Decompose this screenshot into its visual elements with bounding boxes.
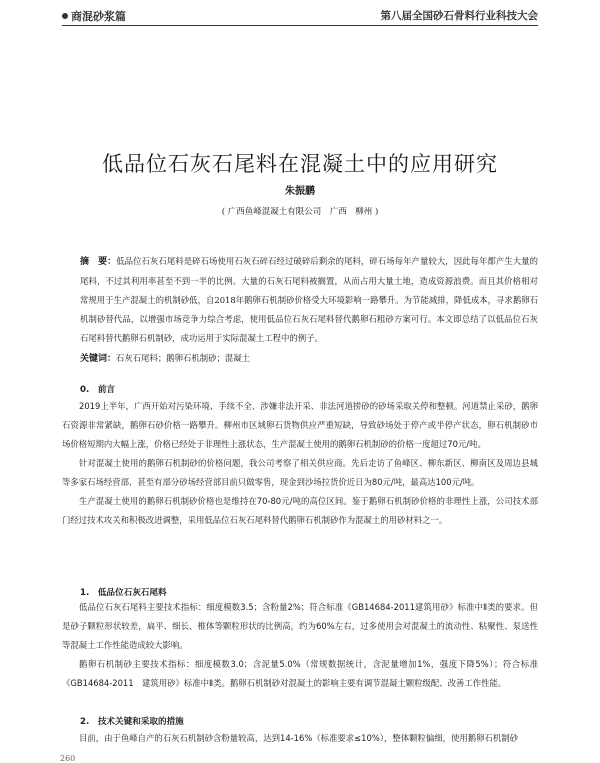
bullet-dot-icon bbox=[62, 13, 68, 19]
section-heading-measures: 2. 技术关键和采取的措施 bbox=[80, 717, 184, 727]
paragraph: 2019上半年，广西开始对污染环境、手续不全、涉嫌非法开采、非法河道捞砂的砂场采取关停和整顿。河道禁止采砂，鹅卵石资源非常紧缺，鹅卵石砂价格一路攀升。柳州市区域卵石货物供应严重短缺，导致砂场处于停产或半停产状态，卵石机制砂市场价格短期内大幅上涨，价格已经处于非理性上涨状态，生产混凝土使用的鹅卵石机制砂的价格一度超过70元/吨。 bbox=[62, 401, 538, 449]
abstract-label: 摘 要： bbox=[80, 257, 117, 267]
section-body-intro bbox=[62, 397, 538, 530]
header-divider bbox=[62, 25, 538, 26]
paragraph: 鹅卵石机制砂主要技术指标：细度模数3.0；含泥量5.0%（常规数据统计，含泥量增加1%，强度下降5%）；符合标准《GB14684-2011 建筑用砂》标准中Ⅱ类。鹅卵石机制砂对混凝土的影响主要有调节混凝土颗粒级配、改善工作性能。 bbox=[62, 659, 538, 688]
author-name: 朱振鹏 bbox=[285, 186, 315, 197]
section-heading-tailings: 1. 低品位石灰石尾料 bbox=[80, 588, 167, 598]
paper-title: 低品位石灰石尾料在混凝土中的应用研究 bbox=[102, 152, 498, 176]
section-tag bbox=[62, 8, 126, 24]
author-affiliation: ( 广西鱼峰混凝土有限公司 广西 柳州 ) bbox=[221, 207, 379, 217]
section-body-tailings bbox=[62, 598, 538, 693]
paragraph: 生产混凝土使用的鹅卵石机制砂价格也是维持在70-80元/吨的高位区间。鉴于鹅卵石机制砂价格的非理性上涨，公司技术部门经过技术攻关和积极改进调整，采用低品位石灰石尾料替代鹅卵石机制砂作为混凝土的用砂材料之一。 bbox=[62, 496, 538, 525]
paragraph: 目前，由于鱼峰自产的石灰石机制砂含粉量较高，达到14-16%（标准要求≤10%），整体颗粒偏细，使用鹅卵石机制砂 bbox=[79, 733, 518, 743]
keywords-label: 关键词： bbox=[80, 354, 117, 364]
keywords bbox=[80, 351, 538, 364]
running-header bbox=[62, 8, 538, 26]
paragraph: 针对混凝土使用的鹅卵石机制砂的价格问题，我公司考察了相关供应商。先后走访了鱼峰区、柳东新区、柳南区及周边县城等多家石场经营部，甚至有部分砂场经营部目前只做零售，现金到沙场拉货价近日为80元/吨，最高达100元/吨。 bbox=[62, 458, 538, 487]
paragraph: 低品位石灰石尾料主要技术指标：细度模数3.5；含粉量2%；符合标准《GB14684-2011建筑用砂》标准中Ⅱ类的要求。但是砂子颗粒形状较差，扁平、细长、椎体等颗粒形状的比例高，约为60%左右，过多使用会对混凝土的流动性、粘聚性、泵送性等混凝土工作性能造成较大影响。 bbox=[62, 602, 538, 650]
page-number: 260 bbox=[60, 754, 76, 763]
section-tag-label: 商混砂浆篇 bbox=[71, 10, 126, 23]
keywords-text: 石灰石尾料；鹅卵石机制砂；混凝土 bbox=[116, 353, 251, 363]
abstract-text: 低品位石灰石尾料是碎石场使用石灰石碎石经过破碎后剩余的尾料，碎石场每年产量较大，因此每年都产生大量的尾料，不过其利用率甚至不到一半的比例。大量的石灰石尾料被搁置，从而占用大量土地，造成资源浪费。而且其价格相对常规用于生产混凝土的机制砂低，自2018年鹅卵石机制砂价格受大环境影响一路攀升。为节能减排，降低成本，寻求鹅卵石机制砂替代品，以增强市场竞争力综合考虑，使用低品位石灰石尾料替代鹅卵石粗砂方案可行。本文即总结了以低品位石灰石尾料替代鹅卵石机制砂，成功运用于实际混凝土工程中的例子。 bbox=[80, 256, 538, 343]
conference-name: 第八届全国砂石骨料行业科技大会 bbox=[380, 10, 538, 22]
section-body-measures bbox=[62, 729, 538, 748]
section-heading-intro: 0. 前言 bbox=[80, 385, 116, 395]
abstract bbox=[80, 252, 538, 348]
